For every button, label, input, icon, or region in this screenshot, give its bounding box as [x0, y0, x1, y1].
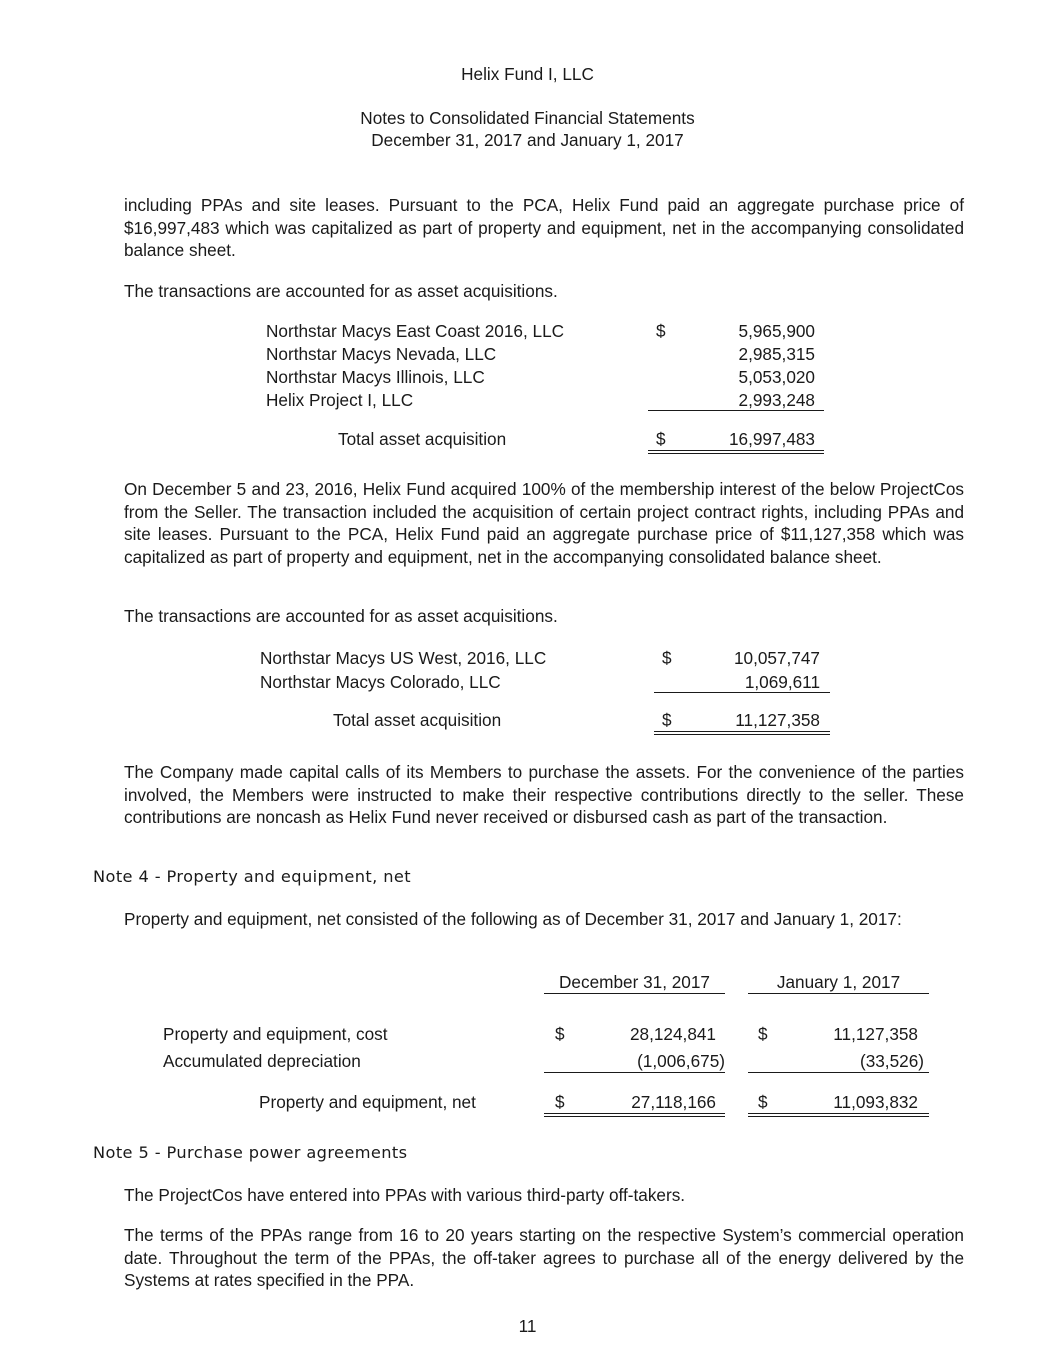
- paragraph-asset-acquisitions-1: The transactions are accounted for as asset acquisitions.: [124, 281, 558, 301]
- document-subtitle: Notes to Consolidated Financial Statements: [360, 108, 695, 128]
- row-label: Northstar Macys Illinois, LLC: [266, 367, 485, 387]
- currency-symbol: $: [758, 1024, 768, 1044]
- currency-symbol: $: [662, 648, 672, 668]
- column-header-dec-2017: December 31, 2017: [559, 972, 710, 992]
- total-double-rule: [654, 731, 830, 735]
- currency-symbol: $: [656, 429, 666, 449]
- total-value: 16,997,483: [728, 429, 815, 449]
- row-value: 2,993,248: [738, 390, 815, 410]
- row-value: 2,985,315: [738, 344, 815, 364]
- row-label: Northstar Macys US West, 2016, LLC: [260, 648, 547, 668]
- total-value: 11,127,358: [735, 710, 820, 730]
- row-value: 5,053,020: [738, 367, 815, 387]
- row-label: Helix Project I, LLC: [266, 390, 414, 410]
- total-double-rule: [544, 1113, 725, 1117]
- currency-symbol: $: [555, 1092, 565, 1112]
- column-header-rule: [544, 993, 725, 994]
- paragraph-note-4-intro: Property and equipment, net consisted of the following as of December 31, 2017 and January 1, 2017:: [124, 909, 902, 929]
- total-label: Total asset acquisition: [338, 429, 507, 449]
- subtotal-rule: [648, 410, 824, 411]
- row-label: Northstar Macys East Coast 2016, LLC: [266, 321, 565, 341]
- value-dec-2017: 28,124,841: [629, 1024, 716, 1044]
- total-label: Total asset acquisition: [333, 710, 502, 730]
- paragraph-note-5-ppas: The ProjectCos have entered into PPAs with various third-party off-takers.: [124, 1185, 686, 1205]
- total-label: Property and equipment, net: [259, 1092, 476, 1112]
- currency-symbol: $: [656, 321, 666, 341]
- total-dec-2017: 27,118,166: [631, 1092, 716, 1112]
- total-jan-2017: 11,093,832: [833, 1092, 918, 1112]
- row-value: 5,965,900: [738, 321, 815, 341]
- currency-symbol: $: [555, 1024, 565, 1044]
- value-jan-2017: (33,526): [859, 1051, 924, 1071]
- paragraph-purchase-price-1: including PPAs and site leases. Pursuant to the PCA, Helix Fund paid an aggregate purchase price of $16,997,483 which was capitalized as part of property and equipment, net in the accompanying consolidated balance sheet.: [124, 195, 964, 260]
- paragraph-asset-acquisitions-2: The transactions are accounted for as asset acquisitions.: [124, 606, 558, 626]
- column-header-rule: [748, 993, 929, 994]
- total-double-rule: [748, 1113, 929, 1117]
- total-double-rule: [648, 450, 824, 454]
- paragraph-purchase-price-2: On December 5 and 23, 2016, Helix Fund acquired 100% of the membership interest of the below ProjectCos from the Seller. The transaction included the acquisition of certain project contract rights, including PPAs and site leases. Pursuant to the PCA, Helix Fund paid an aggregate purchase price of $11,127,358 which was capitalized as part of property and equipment, net in the accompanying consolidated balance sheet.: [124, 479, 964, 567]
- currency-symbol: $: [662, 710, 672, 730]
- value-jan-2017: 11,127,358: [833, 1024, 918, 1044]
- row-label: Property and equipment, cost: [163, 1024, 388, 1044]
- company-name: Helix Fund I, LLC: [461, 64, 594, 84]
- row-label: Northstar Macys Nevada, LLC: [266, 344, 497, 364]
- note-4-heading: Note 4 - Property and equipment, net: [93, 867, 411, 886]
- currency-symbol: $: [758, 1092, 768, 1112]
- row-label: Accumulated depreciation: [163, 1051, 361, 1071]
- value-dec-2017: (1,006,675): [637, 1051, 725, 1071]
- subtotal-rule: [544, 1072, 725, 1073]
- row-value: 1,069,611: [744, 672, 820, 692]
- column-header-jan-2017: January 1, 2017: [776, 972, 901, 992]
- row-label: Northstar Macys Colorado, LLC: [260, 672, 501, 692]
- page-number: 11: [518, 1316, 537, 1336]
- document-dates: December 31, 2017 and January 1, 2017: [371, 130, 684, 150]
- paragraph-note-5-terms: The terms of the PPAs range from 16 to 20 years starting on the respective System’s commercial operation date. Throughout the term of the PPAs, the off-taker agrees to purchase all of the energy delivered by the Systems at rates specified in the PPA.: [124, 1225, 964, 1290]
- subtotal-rule: [654, 692, 830, 693]
- paragraph-capital-calls: The Company made capital calls of its Members to purchase the assets. For the convenience of the parties involved, the Members were instructed to make their respective contributions directly to the seller. These contributions are noncash as Helix Fund never received or disbursed cash as part of the transaction.: [124, 762, 964, 827]
- subtotal-rule: [748, 1072, 929, 1073]
- row-value: 10,057,747: [733, 648, 820, 668]
- note-5-heading: Note 5 - Purchase power agreements: [93, 1143, 408, 1162]
